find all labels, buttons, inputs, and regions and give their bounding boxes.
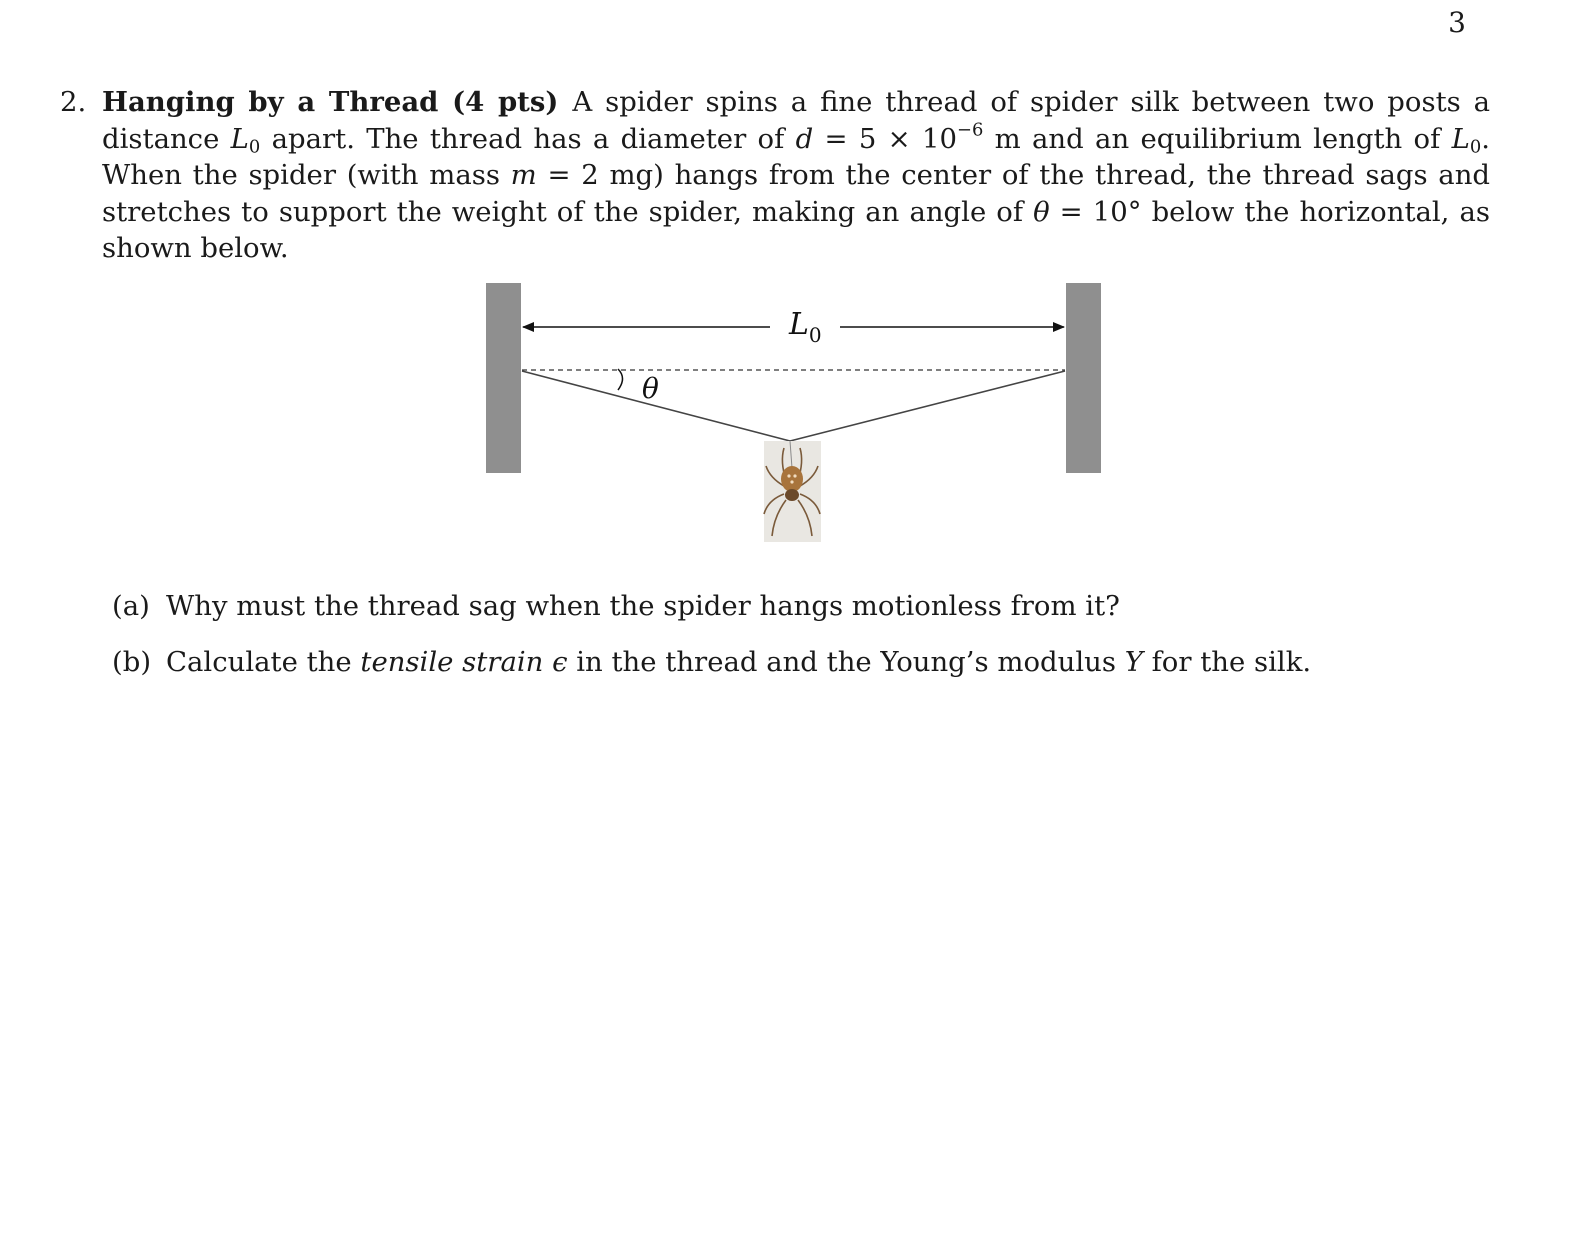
- problem-title: Hanging by a Thread (4 pts): [102, 86, 559, 118]
- spider-icon: [764, 441, 821, 542]
- problem-parts: [112, 590, 1311, 702]
- var-L: L: [230, 122, 249, 155]
- var-epsilon: ϵ: [552, 646, 568, 678]
- statement-text: . When the spider (with mass: [102, 122, 1490, 191]
- problem-number: 2.: [60, 86, 87, 118]
- tensile-strain-term: tensile strain: [360, 646, 544, 678]
- part-label: (b): [112, 646, 152, 678]
- var-d: d: [795, 122, 814, 155]
- sub-0: 0: [1469, 135, 1482, 157]
- var-Y: Y: [1124, 646, 1143, 678]
- part-text-segment: for the silk.: [1142, 646, 1312, 678]
- part-text-segment: in the thread and the Young’s modulus: [567, 646, 1125, 678]
- page-number: 3: [1448, 6, 1466, 39]
- part-text: Why must the thread sag when the spider hangs motionless from it?: [166, 590, 1120, 622]
- statement-text: m and an equilibrium length of: [983, 122, 1452, 155]
- part-label: (a): [112, 590, 150, 622]
- length-label: $L_0$: [789, 307, 822, 347]
- exponent: −6: [957, 119, 984, 140]
- part-text-segment: Calculate the: [166, 646, 361, 678]
- var-theta: θ: [1033, 195, 1050, 228]
- var-L: L: [1451, 122, 1470, 155]
- part-a: [112, 590, 1311, 622]
- thread-diagram: [0, 0, 1586, 560]
- left-post: [486, 283, 521, 473]
- thread-right: [790, 371, 1065, 441]
- angle-value: = 10° below the horizontal, as shown below.: [102, 195, 1490, 264]
- var-m: m: [510, 159, 537, 191]
- angle-label: θ: [642, 372, 659, 405]
- right-post: [1066, 283, 1101, 473]
- statement-text: A spider spins a fine thread of spider silk between two posts a distance: [102, 86, 1491, 155]
- angle-arc: [618, 369, 623, 390]
- sub-0: 0: [248, 135, 261, 157]
- mass-value: = 2 mg) hangs from the center of the thread, the thread sags and stretches to support the weight of the spider, making an angle of: [102, 159, 1491, 228]
- diameter-value: = 5 × 10: [813, 122, 958, 155]
- part-b: [112, 646, 1311, 678]
- part-text: [166, 646, 1311, 678]
- statement-text: apart. The thread has a diameter of: [260, 122, 796, 155]
